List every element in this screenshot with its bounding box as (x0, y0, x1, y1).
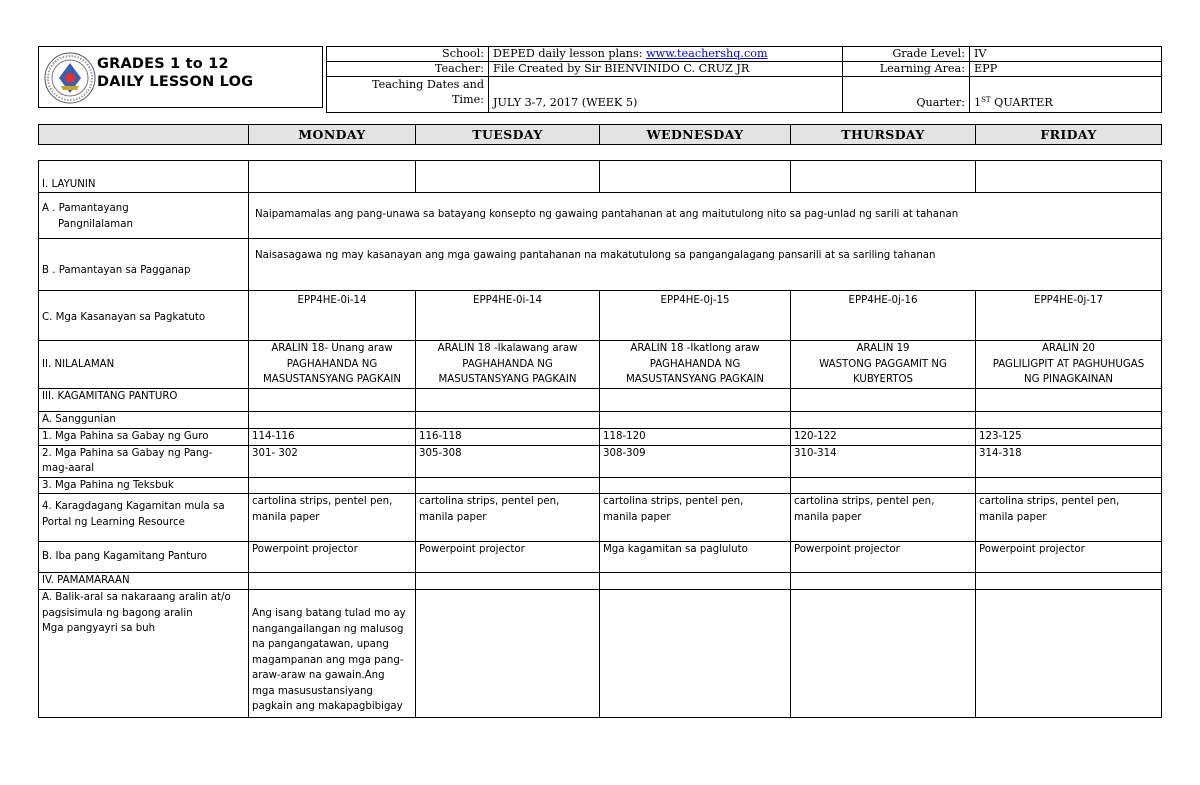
teksbuk-label: 3. Mga Pahina ng Teksbuk (39, 477, 249, 494)
balik-line: magampanan ang mga pang- (252, 654, 404, 666)
table-cell (600, 161, 791, 193)
pagganap-label: B . Pamantayan sa Pagganap (39, 239, 249, 291)
table-cell (976, 161, 1162, 193)
table-row (39, 291, 1162, 341)
gabay-guro-thursday: 120-122 (791, 429, 976, 446)
karagdagan-line: cartolina strips, pentel pen, (794, 496, 935, 507)
nilalaman-line: PAGLILIGPIT AT PAGHUHUGAS (992, 358, 1145, 370)
table-cell (791, 389, 976, 412)
nilalaman-monday (249, 341, 416, 389)
pamantayang-label-line1: A . Pamantayang (42, 203, 129, 214)
table-row (39, 389, 1162, 412)
nilalaman-line: ARALIN 18- Unang araw (271, 343, 393, 354)
table-row (39, 542, 1162, 573)
balik-line: na pangangatawan, upang (252, 639, 389, 650)
karagdagan-label-line1: 4. Karagdagang Kagamitan mula sa (42, 501, 225, 512)
table-cell (249, 412, 416, 429)
table-row (39, 477, 1162, 494)
dates-label (327, 77, 489, 113)
karagdagan-line: manila paper (252, 511, 320, 523)
table-row (39, 590, 1162, 718)
balik-label-line3: Mga pangyayri sa buh (42, 623, 156, 634)
table-cell (416, 573, 600, 590)
quarter-num: 1 (974, 96, 982, 109)
gabay-mag-wednesday: 308-309 (600, 445, 791, 477)
nilalaman-label: II. NILALAMAN (39, 341, 249, 389)
table-cell (600, 412, 791, 429)
table-cell (791, 412, 976, 429)
days-corner (39, 125, 249, 145)
table-cell (249, 477, 416, 494)
nilalaman-friday (976, 341, 1162, 389)
title-box (38, 46, 323, 108)
iba-label: B. Iba pang Kagamitang Panturo (39, 542, 249, 573)
nilalaman-line: KUBYERTOS (853, 374, 913, 385)
nilalaman-line: ARALIN 18 -Ikalawang araw (437, 343, 578, 354)
table-cell (416, 477, 600, 494)
gabay-guro-monday: 114-116 (249, 429, 416, 446)
deped-seal-icon (44, 52, 96, 104)
grade-label: Grade Level: (843, 47, 970, 62)
day-monday: MONDAY (249, 125, 416, 145)
sanggunian-label: A. Sanggunian (39, 412, 249, 429)
iba-thursday: Powerpoint projector (791, 542, 976, 573)
gabay-guro-friday: 123-125 (976, 429, 1162, 446)
lesson-info-table (326, 46, 1162, 113)
gabay-mag-label-line1: 2. Mga Pahina sa Gabay ng Pang- (42, 447, 213, 459)
pamantayang-label-line2: Pangnilalaman (58, 218, 133, 230)
balik-line: Ang isang batang tulad mo ay (252, 608, 406, 619)
nilalaman-line: ARALIN 19 (856, 343, 910, 354)
nilalaman-line: PAGHAHANDA NG (286, 358, 378, 370)
iba-wednesday: Mga kagamitan sa pagluluto (600, 542, 791, 573)
day-wednesday: WEDNESDAY (600, 125, 791, 145)
karagdagan-line: cartolina strips, pentel pen, (603, 496, 744, 507)
kasanayan-friday: EPP4HE-0j-17 (976, 291, 1162, 341)
table-cell (416, 590, 600, 718)
balik-line: araw-araw na gawain.Ang (252, 670, 385, 681)
teacher-label: Teacher: (327, 62, 489, 77)
grade-value: IV (970, 47, 1162, 62)
iba-tuesday: Powerpoint projector (416, 542, 600, 573)
table-cell (976, 389, 1162, 412)
table-cell (791, 590, 976, 718)
gabay-guro-tuesday: 116-118 (416, 429, 600, 446)
karagdagan-line: manila paper (419, 511, 487, 523)
nilalaman-line: MASUSTANSYANG PAGKAIN (262, 374, 402, 385)
area-label: Learning Area: (843, 62, 970, 77)
gabay-mag-tuesday: 305-308 (416, 445, 600, 477)
lesson-log-table (38, 160, 1162, 718)
karagdagan-tuesday (416, 494, 600, 542)
table-cell (416, 412, 600, 429)
kasanayan-monday: EPP4HE-0i-14 (249, 291, 416, 341)
dates-label-line1: Teaching Dates and (372, 78, 484, 91)
nilalaman-tuesday (416, 341, 600, 389)
table-cell (791, 573, 976, 590)
pagganap-value: Naisasagawa ng may kasanayan ang mga gawaing pantahanan na makatutulong sa pangangalagang pansarili at sa sariling tahanan (249, 239, 1162, 291)
gabay-guro-wednesday: 118-120 (600, 429, 791, 446)
days-header (38, 124, 1162, 145)
table-row (39, 445, 1162, 477)
dates-label-line2: Time: (451, 93, 484, 106)
gabay-mag-friday: 314-318 (976, 445, 1162, 477)
karagdagan-wednesday (600, 494, 791, 542)
nilalaman-line: PAGHAHANDA NG (649, 358, 741, 370)
kasanayan-label: C. Mga Kasanayan sa Pagkatuto (39, 291, 249, 341)
table-cell (976, 477, 1162, 494)
school-link[interactable]: www.teachershq.com (646, 47, 768, 60)
table-cell (249, 161, 416, 193)
table-cell (600, 590, 791, 718)
table-cell (416, 389, 600, 412)
table-cell (600, 573, 791, 590)
table-row (39, 573, 1162, 590)
table-cell (600, 477, 791, 494)
pamamaraan-label: IV. PAMAMARAAN (39, 573, 249, 590)
school-label: School: (327, 47, 489, 62)
teacher-value: File Created by Sir BIENVINIDO C. CRUZ JR (489, 62, 843, 77)
gabay-mag-thursday: 310-314 (791, 445, 976, 477)
table-cell (249, 389, 416, 412)
pamantayang-label (39, 193, 249, 239)
balik-label-line1: A. Balik-aral sa nakaraang aralin at/o (42, 592, 231, 603)
table-cell (249, 573, 416, 590)
kasanayan-tuesday: EPP4HE-0i-14 (416, 291, 600, 341)
kasanayan-wednesday: EPP4HE-0j-15 (600, 291, 791, 341)
table-cell (976, 412, 1162, 429)
kagamitan-label: III. KAGAMITANG PANTURO (39, 389, 249, 412)
balik-line: nangangailangan ng malusog (252, 623, 404, 635)
layunin-label: I. LAYUNIN (39, 161, 249, 193)
title-line-2: DAILY LESSON LOG (97, 74, 254, 90)
karagdagan-label-line2: Portal ng Learning Resource (42, 516, 185, 528)
table-cell (976, 573, 1162, 590)
quarter-label: Quarter: (843, 77, 970, 113)
balik-monday (249, 590, 416, 718)
nilalaman-thursday (791, 341, 976, 389)
iba-monday: Powerpoint projector (249, 542, 416, 573)
karagdagan-line: manila paper (979, 511, 1047, 523)
balik-label-line2: pagsisimula ng bagong aralin (42, 607, 193, 619)
school-value (489, 47, 843, 62)
table-row (39, 161, 1162, 193)
school-text: DEPED daily lesson plans: (493, 47, 647, 60)
gabay-mag-label (39, 445, 249, 477)
karagdagan-label (39, 494, 249, 542)
table-row (39, 429, 1162, 446)
day-thursday: THURSDAY (791, 125, 976, 145)
balik-line: pagkain ang makapagbibigay (252, 701, 403, 712)
table-row (39, 193, 1162, 239)
nilalaman-line: WASTONG PAGGAMIT NG (819, 358, 947, 370)
dates-value: JULY 3-7, 2017 (WEEK 5) (489, 77, 843, 113)
balik-line: mga masusustansiyang (252, 685, 373, 697)
table-row (39, 239, 1162, 291)
table-cell (600, 389, 791, 412)
table-cell (791, 161, 976, 193)
iba-friday: Powerpoint projector (976, 542, 1162, 573)
gabay-mag-monday: 301- 302 (249, 445, 416, 477)
day-friday: FRIDAY (976, 125, 1162, 145)
nilalaman-line: NG PINAGKAINAN (1024, 374, 1113, 385)
quarter-sup: ST (981, 96, 991, 104)
kasanayan-thursday: EPP4HE-0j-16 (791, 291, 976, 341)
gabay-mag-label-line2: mag-aaral (42, 463, 95, 474)
karagdagan-monday (249, 494, 416, 542)
karagdagan-line: cartolina strips, pentel pen, (252, 496, 393, 507)
pamantayang-value: Naipamamalas ang pang-unawa sa batayang konsepto ng gawaing pantahanan at ang maitutulong nito sa pag-unlad ng sarili at tahanan (249, 193, 1162, 239)
nilalaman-line: ARALIN 18 -Ikatlong araw (630, 343, 760, 354)
karagdagan-friday (976, 494, 1162, 542)
karagdagan-thursday (791, 494, 976, 542)
nilalaman-line: ARALIN 20 (1041, 343, 1096, 354)
area-value: EPP (970, 62, 1162, 77)
karagdagan-line: manila paper (794, 511, 862, 523)
title-line-1: GRADES 1 to 12 (97, 56, 229, 72)
nilalaman-wednesday (600, 341, 791, 389)
table-row (39, 341, 1162, 389)
nilalaman-line: MASUSTANSYANG PAGKAIN (625, 374, 765, 385)
nilalaman-line: MASUSTANSYANG PAGKAIN (438, 374, 577, 385)
karagdagan-line: manila paper (603, 511, 671, 523)
gabay-guro-label: 1. Mga Pahina sa Gabay ng Guro (39, 429, 249, 446)
table-row (39, 412, 1162, 429)
quarter-text: QUARTER (990, 96, 1053, 109)
quarter-value (970, 77, 1162, 113)
karagdagan-line: cartolina strips, pentel pen, (419, 496, 560, 507)
balik-label (39, 590, 249, 718)
table-cell (976, 590, 1162, 718)
table-cell (791, 477, 976, 494)
nilalaman-line: PAGHAHANDA NG (462, 358, 553, 370)
table-cell (416, 161, 600, 193)
karagdagan-line: cartolina strips, pentel pen, (979, 496, 1120, 507)
day-tuesday: TUESDAY (416, 125, 600, 145)
table-row (39, 494, 1162, 542)
